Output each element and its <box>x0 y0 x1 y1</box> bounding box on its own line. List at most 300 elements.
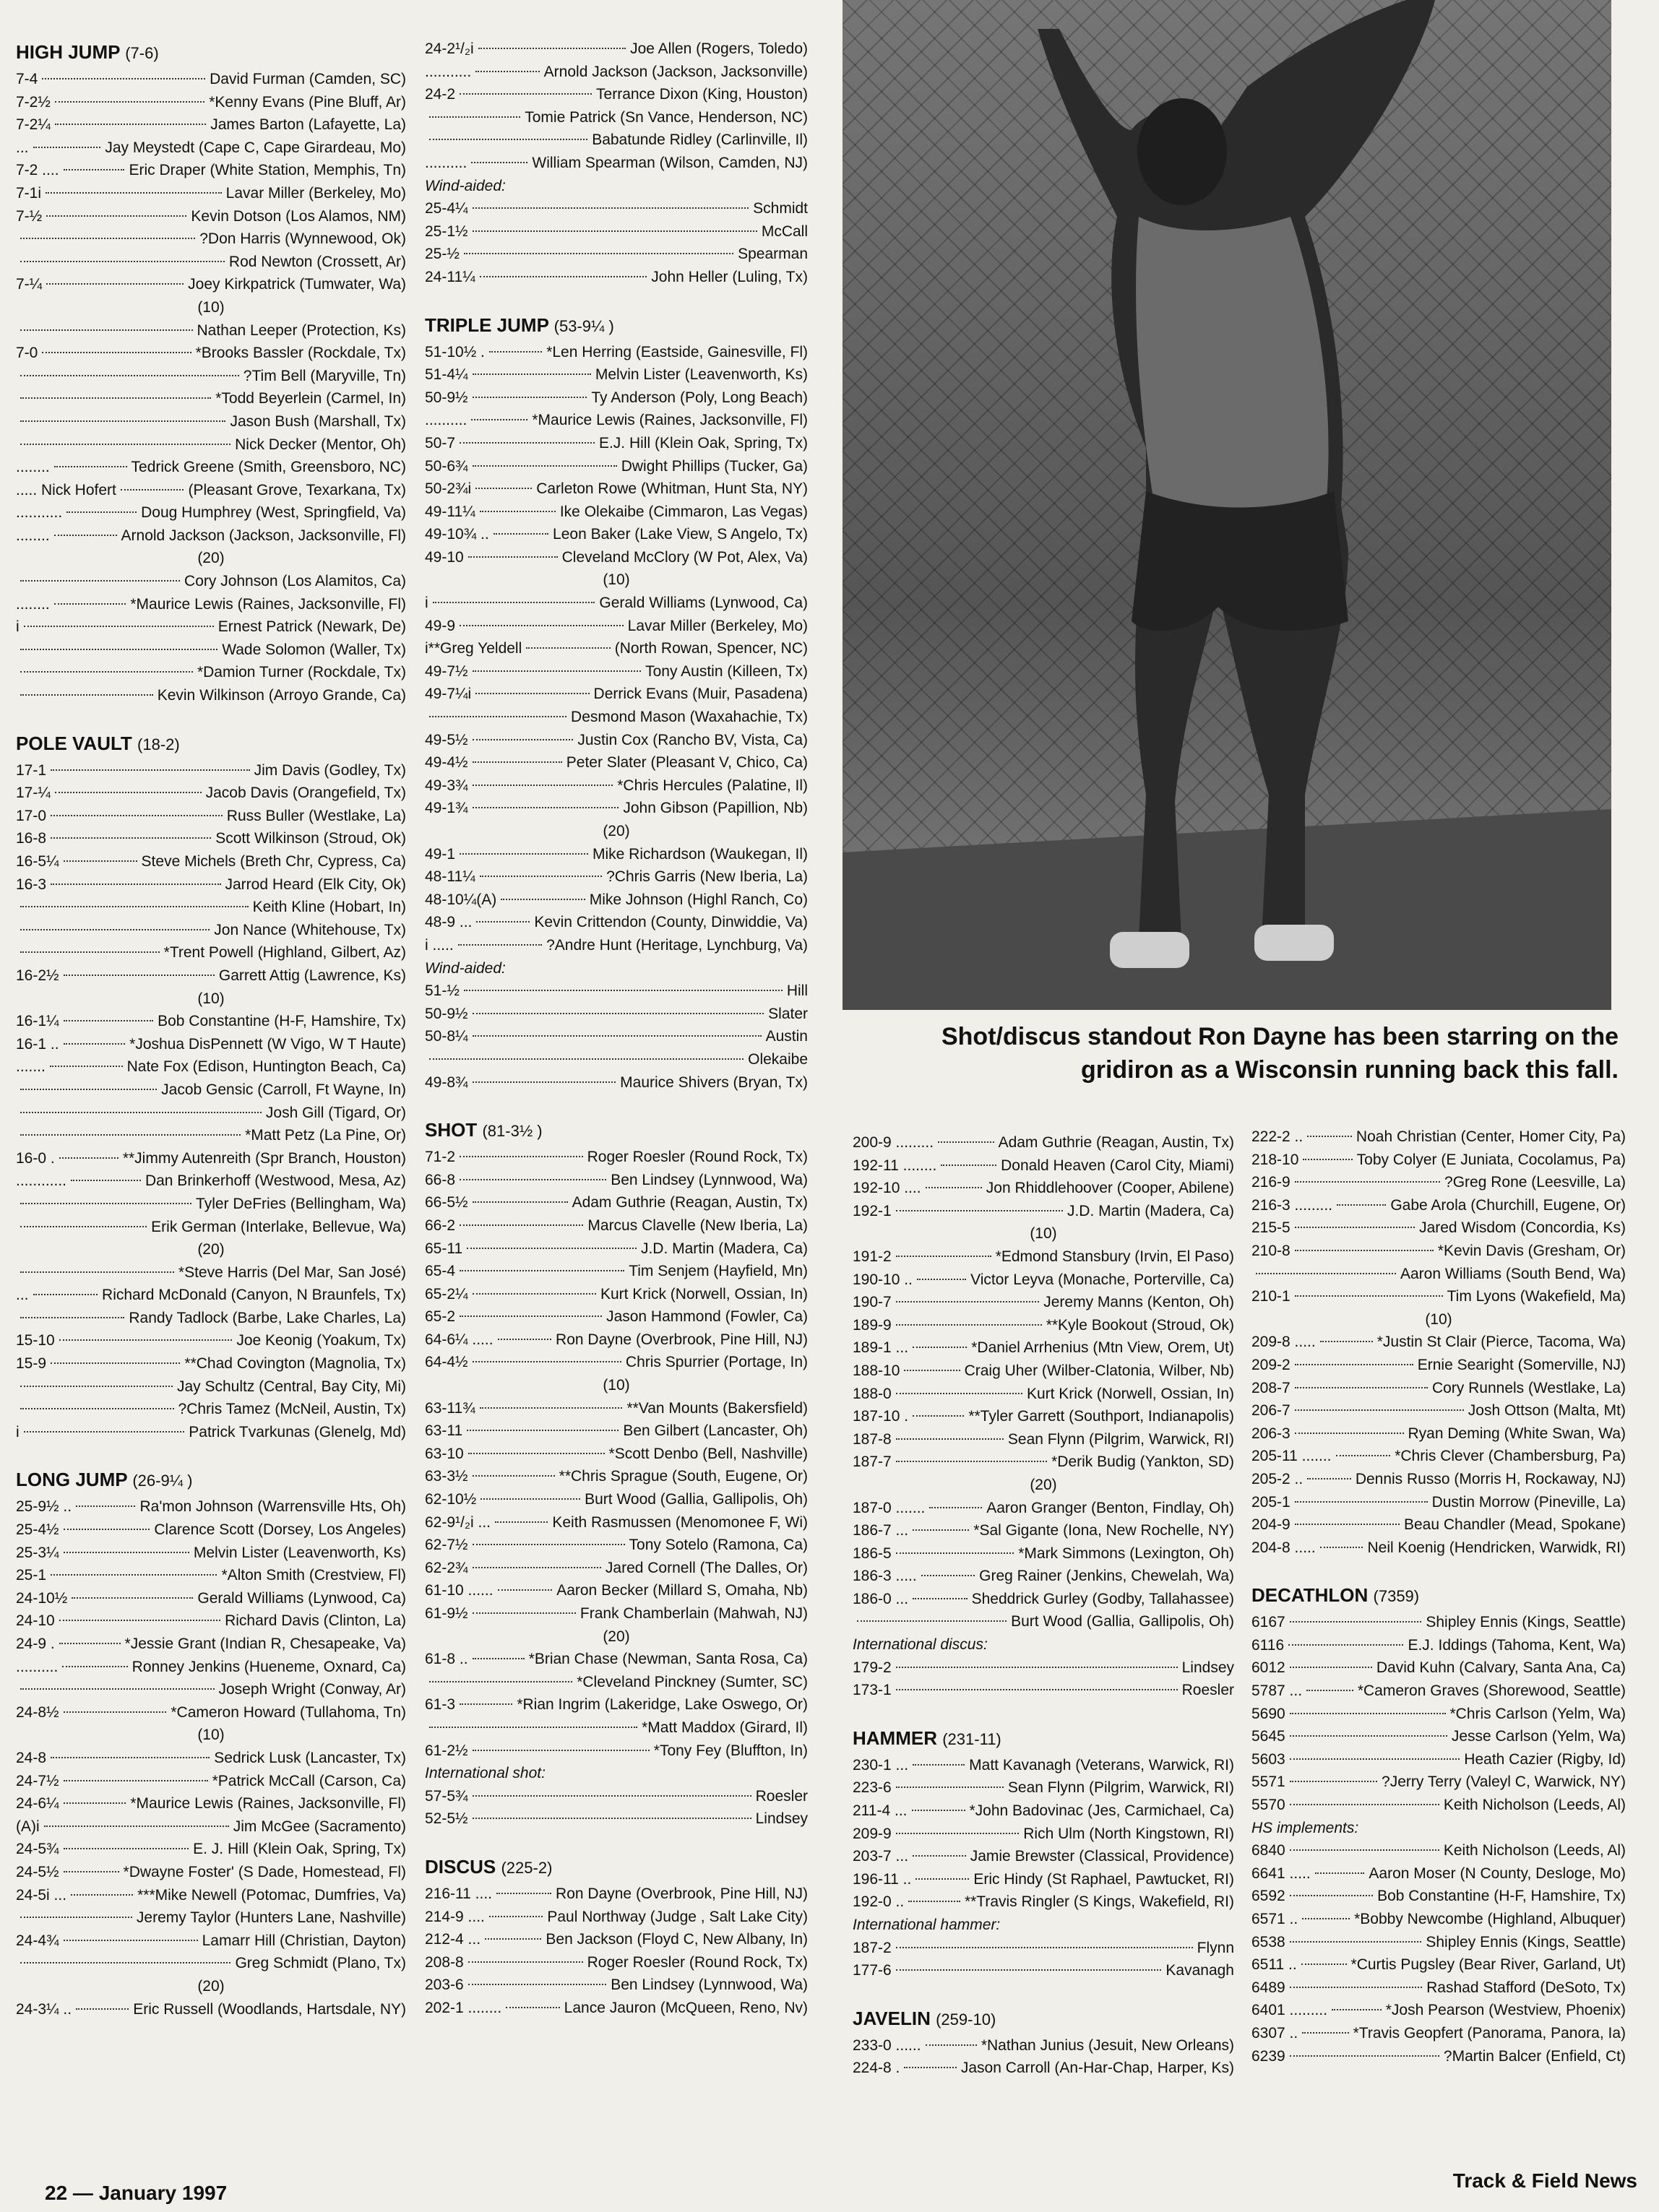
leader-dots <box>1315 1872 1365 1874</box>
leader-dots <box>72 1597 193 1599</box>
athlete: Babatunde Ridley (Carlinville, Il) <box>592 131 808 149</box>
athlete: **Van Mounts (Bakersfield) <box>626 1399 808 1417</box>
result-row <box>425 615 808 638</box>
result-row <box>16 1284 406 1307</box>
athlete: Ra'mon Johnson (Warrensville Hts, Oh) <box>139 1498 406 1516</box>
result-row <box>853 1497 1234 1520</box>
leader-dots <box>1295 1524 1400 1525</box>
result-row <box>425 220 808 243</box>
event-section <box>1251 1581 1626 2068</box>
mark: 188-10 <box>853 1362 900 1379</box>
mark: 48-9 ... <box>425 914 473 931</box>
athlete: Clarence Scott (Dorsey, Los Angeles) <box>154 1521 406 1539</box>
athlete: Aaron Becker (Millard S, Omaha, Nb) <box>556 1582 808 1599</box>
athlete: Sedrick Lusk (Lancaster, Tx) <box>214 1749 406 1766</box>
result-row <box>425 1693 808 1716</box>
mark: 24-5¾ <box>16 1841 59 1858</box>
leader-dots <box>473 1035 762 1037</box>
result-row <box>853 1291 1234 1314</box>
leader-dots <box>51 769 250 771</box>
athlete: Kurt Krick (Norwell, Ossian, In) <box>1026 1385 1234 1402</box>
leader-dots <box>896 1833 1020 1834</box>
event-record: (53-9¼ ) <box>553 316 614 335</box>
mark: 49-3¾ <box>425 777 468 794</box>
result-row <box>425 1329 808 1352</box>
mark: 6489 <box>1251 1979 1285 1996</box>
leader-dots <box>54 535 117 536</box>
athlete: Jason Carroll (An-Har-Chap, Harper, Ks) <box>960 2060 1234 2077</box>
result-row <box>425 1602 808 1625</box>
mark: 187-8 <box>853 1430 892 1448</box>
result-row <box>425 1283 808 1306</box>
mark: 200-9 ......... <box>853 1134 934 1151</box>
mark: 62-10½ <box>425 1491 477 1508</box>
leader-dots <box>464 253 733 254</box>
leader-dots <box>473 397 587 398</box>
result-row <box>16 205 406 228</box>
mark: 24-10½ <box>16 1589 68 1607</box>
leader-dots <box>46 215 186 217</box>
result-row <box>425 38 808 61</box>
leader-dots <box>20 397 211 399</box>
athlete: Aaron Granger (Benton, Findlay, Oh) <box>986 1499 1234 1516</box>
leader-dots <box>46 192 222 194</box>
leader-dots <box>51 1757 210 1758</box>
result-row <box>425 1146 808 1169</box>
mark: 6116 <box>1251 1636 1285 1654</box>
leader-dots <box>1307 1478 1351 1479</box>
mark: 208-8 <box>425 1953 464 1971</box>
athlete: Jarrod Heard (Elk City, Ok) <box>225 876 406 893</box>
athlete: Randy Tadlock (Barbe, Lake Charles, La) <box>129 1309 406 1326</box>
result-row <box>16 615 406 639</box>
result-row <box>16 570 406 593</box>
athlete: Schmidt <box>753 200 808 217</box>
result-row <box>425 1025 808 1048</box>
athlete: **Chad Covington (Magnolia, Tx) <box>184 1355 406 1373</box>
result-row <box>853 1845 1234 1868</box>
athlete: *Tony Fey (Bluffton, In) <box>653 1742 808 1759</box>
mark: 49-7¼i <box>425 686 472 703</box>
athlete: Eric Draper (White Station, Memphis, Tn) <box>129 162 406 179</box>
mark: 205-2 .. <box>1251 1470 1304 1487</box>
mark: 233-0 ...... <box>853 2036 921 2054</box>
leader-dots <box>429 139 587 140</box>
leader-dots <box>480 511 556 512</box>
mark: 50-7 <box>425 434 456 452</box>
leader-dots <box>473 207 749 209</box>
result-row <box>16 1861 406 1884</box>
athlete: Kevin Wilkinson (Arroyo Grande, Ca) <box>157 687 406 704</box>
result-row <box>853 1656 1234 1680</box>
mark: i**Greg Yeldell <box>425 640 522 657</box>
mark: ....... <box>16 1058 46 1076</box>
athlete: *Kevin Davis (Gresham, Or) <box>1437 1242 1626 1259</box>
athlete: Dwight Phillips (Tucker, Ga) <box>621 457 808 475</box>
column-1 <box>16 38 406 2021</box>
mark: 17-0 <box>16 807 47 824</box>
result-row <box>853 1314 1234 1337</box>
athlete: Arnold Jackson (Jackson, Jacksonville) <box>543 63 808 80</box>
result-row <box>1251 1931 1626 1954</box>
leader-dots <box>926 2044 977 2046</box>
event-section <box>16 38 406 707</box>
result-row <box>16 1678 406 1701</box>
athlete: Toby Colyer (E Juniata, Cocolamus, Pa) <box>1356 1151 1626 1168</box>
mark: 186-3 ..... <box>853 1568 917 1585</box>
result-row <box>16 1656 406 1679</box>
result-row <box>425 1511 808 1534</box>
athlete: Kevin Crittendon (County, Dinwiddie, Va) <box>534 914 808 931</box>
result-row <box>16 365 406 388</box>
leader-dots <box>64 1043 126 1045</box>
mark: 6641 ..... <box>1251 1865 1311 1882</box>
athlete: *Travis Geopfert (Panorama, Panora, Ia) <box>1353 2024 1626 2042</box>
mark: 61-8 .. <box>425 1651 468 1668</box>
result-row <box>425 1648 808 1671</box>
leader-dots <box>64 975 215 976</box>
result-row <box>16 1838 406 1861</box>
mark: 5570 <box>1251 1797 1285 1814</box>
result-row <box>16 1747 406 1770</box>
athlete: John Heller (Luling, Tx) <box>651 268 808 285</box>
result-row <box>1251 1445 1626 1468</box>
result-row <box>16 1055 406 1079</box>
athlete: Shipley Ennis (Kings, Seattle) <box>1426 1933 1626 1950</box>
mark: 24-4¾ <box>16 1932 59 1949</box>
mark: 49-1 <box>425 845 456 863</box>
result-row <box>16 387 406 410</box>
mark: 64-6¼ ..... <box>425 1331 494 1348</box>
mark: 216-11 .... <box>425 1885 493 1902</box>
result-row <box>1251 1953 1626 1976</box>
event-record: (26-9¼ ) <box>132 1472 193 1490</box>
mark: 63-10 <box>425 1445 464 1462</box>
result-row <box>16 182 406 205</box>
athlete: Lavar Miller (Berkeley, Mo) <box>225 184 406 202</box>
mark: 16-5¼ <box>16 853 59 870</box>
result-row <box>16 228 406 251</box>
mark: 25-9½ .. <box>16 1498 72 1516</box>
athlete: Dan Brinkerhoff (Westwood, Mesa, Az) <box>145 1172 406 1190</box>
leader-dots <box>473 1612 576 1614</box>
mark: 52-5½ <box>425 1810 468 1828</box>
result-row <box>16 850 406 873</box>
leader-dots <box>475 693 589 694</box>
mark: 50-9½ <box>425 389 468 406</box>
subsection-label: International shot: <box>425 1765 546 1782</box>
event-title: HAMMER <box>853 1727 937 1749</box>
athlete: *Len Herring (Eastside, Gainesville, Fl) <box>546 343 808 360</box>
athlete: Justin Cox (Rancho BV, Vista, Ca) <box>577 731 808 748</box>
leader-dots <box>20 1688 215 1690</box>
result-row <box>853 1754 1234 1777</box>
result-row <box>1251 1331 1626 1354</box>
athlete: Richard Davis (Clinton, La) <box>225 1612 406 1630</box>
athlete: **Tyler Garrett (Southport, Indianapolis) <box>968 1408 1234 1425</box>
mark: 49-9 <box>425 617 456 634</box>
athlete: E.J. Hill (Klein Oak, Spring, Tx) <box>598 434 808 452</box>
athlete: *Chris Clever (Chambersburg, Pa) <box>1395 1448 1626 1465</box>
athlete: Burt Wood (Gallia, Gallipolis, Oh) <box>1011 1613 1234 1630</box>
result-row <box>853 1959 1234 1982</box>
result-row <box>425 1785 808 1808</box>
leader-dots <box>20 1271 174 1273</box>
mark: 7-¼ <box>16 276 43 293</box>
result-row <box>425 911 808 934</box>
mark: 25-1½ <box>425 223 468 240</box>
event-title: HIGH JUMP <box>16 41 120 63</box>
athlete: Cory Johnson (Los Alamitos, Ca) <box>184 573 406 590</box>
leader-dots <box>429 116 520 118</box>
result-row <box>425 1997 808 2020</box>
leader-dots <box>64 1552 189 1553</box>
leader-dots <box>20 238 195 239</box>
mark: 51-4¼ <box>425 366 468 384</box>
leader-dots <box>64 1711 167 1713</box>
mark: 24-3¼ .. <box>16 2000 72 2018</box>
mark: 16-0 . <box>16 1149 55 1167</box>
leader-dots <box>1295 1409 1464 1411</box>
result-row <box>16 941 406 964</box>
mark: ........... <box>16 504 63 522</box>
athlete: *Mark Simmons (Lexington, Oh) <box>1018 1544 1234 1562</box>
mark: 206-7 <box>1251 1402 1290 1420</box>
result-row <box>16 1147 406 1170</box>
result-row <box>425 197 808 220</box>
event-section <box>853 1131 1234 1702</box>
result-row <box>16 1495 406 1518</box>
mark: 190-10 .. <box>853 1271 913 1288</box>
result-row <box>16 1352 406 1375</box>
mark: 209-8 ..... <box>1251 1334 1316 1351</box>
mark: 6571 .. <box>1251 1911 1298 1927</box>
result-row <box>425 1465 808 1488</box>
result-row <box>425 1488 808 1511</box>
athlete: Ernie Searight (Somerville, NJ) <box>1417 1356 1626 1373</box>
result-row <box>425 341 808 364</box>
mark: .......... <box>16 1658 59 1675</box>
mark: 48-11¼ <box>425 868 475 886</box>
leader-dots <box>473 373 591 375</box>
result-row <box>425 592 808 615</box>
athlete: Burt Wood (Gallia, Gallipolis, Oh) <box>585 1491 808 1508</box>
mark: 188-0 <box>853 1385 892 1402</box>
mark: 203-7 ... <box>853 1848 909 1865</box>
athlete: Lance Jauron (McQueen, Reno, Nv) <box>564 1999 808 2016</box>
mark: 66-8 <box>425 1171 456 1188</box>
athlete: Cory Runnels (Westlake, La) <box>1431 1379 1626 1396</box>
result-row <box>425 1974 808 1997</box>
mark: 5787 ... <box>1251 1682 1303 1700</box>
mark: 214-9 .... <box>425 1908 485 1925</box>
mark: (A)i <box>16 1818 40 1835</box>
leader-dots <box>896 1552 1014 1554</box>
leader-dots <box>20 1917 132 1918</box>
athlete: Tim Lyons (Wakefield, Ma) <box>1447 1288 1626 1305</box>
mark: 6239 <box>1251 2047 1285 2065</box>
result-row <box>16 1193 406 1216</box>
leader-dots <box>926 1187 982 1188</box>
leader-dots <box>473 1750 650 1751</box>
athlete: Noah Christian (Center, Homer City, Pa) <box>1356 1128 1626 1145</box>
result-row <box>853 1823 1234 1846</box>
leader-dots <box>468 556 558 558</box>
athlete: Jay Schultz (Central, Bay City, Mi) <box>176 1378 406 1395</box>
mark: 25-3¼ <box>16 1544 59 1561</box>
result-row <box>16 661 406 684</box>
leader-dots <box>42 78 205 79</box>
mark: 50-2¾i <box>425 480 472 498</box>
result-row <box>425 1169 808 1192</box>
mark: 187-7 <box>853 1453 892 1471</box>
result-row <box>1251 1263 1626 1286</box>
leader-dots <box>485 1938 541 1940</box>
mark: 24-5i ... <box>16 1886 67 1904</box>
result-row <box>425 729 808 752</box>
leader-dots <box>460 853 588 855</box>
athlete: J.D. Martin (Madera, Ca) <box>1066 1202 1234 1219</box>
mark: ... <box>16 139 29 156</box>
event-title: SHOT <box>425 1119 478 1141</box>
mark: 25-½ <box>425 246 460 263</box>
leader-dots <box>468 1961 583 1963</box>
athlete: Greg Rainer (Jenkins, Chewelah, Wa) <box>979 1568 1234 1585</box>
leader-dots <box>54 603 126 605</box>
mark: 25-4¼ <box>425 200 468 217</box>
leader-dots <box>59 1620 220 1621</box>
mark: 209-2 <box>1251 1356 1290 1373</box>
athlete-photo-illustration <box>843 0 1611 1010</box>
result-row <box>1251 1999 1626 2022</box>
mark: 16-3 <box>16 876 47 893</box>
leader-dots <box>1295 1250 1434 1251</box>
mark: 7-2¼ <box>16 116 51 134</box>
result-row <box>853 1800 1234 1823</box>
athlete: Josh Gill (Tigard, Or) <box>265 1104 406 1121</box>
mark: 24-10 <box>16 1612 55 1630</box>
leader-dots <box>20 1203 191 1204</box>
athlete: *Scott Denbo (Bell, Nashville) <box>608 1445 808 1462</box>
mark: i <box>16 618 20 636</box>
leader-dots <box>51 1574 217 1576</box>
result-row <box>16 524 406 548</box>
athlete: John Gibson (Papillion, Nb) <box>623 800 808 817</box>
mark: .......... <box>425 412 467 429</box>
leader-dots <box>66 511 137 513</box>
mark: i <box>425 595 428 612</box>
leader-dots <box>51 815 223 816</box>
result-row <box>425 889 808 912</box>
result-row <box>16 805 406 828</box>
result-row <box>425 1557 808 1580</box>
result-row <box>16 1261 406 1284</box>
result-row <box>16 1610 406 1633</box>
mark: 6511 .. <box>1251 1956 1297 1974</box>
result-row <box>16 1375 406 1399</box>
leader-dots <box>896 1438 1004 1440</box>
athlete: (Pleasant Grove, Texarkana, Tx) <box>188 481 406 498</box>
result-row <box>1251 1468 1626 1491</box>
leader-dots <box>460 1315 602 1317</box>
result-row <box>1251 1771 1626 1794</box>
result-row <box>853 1776 1234 1800</box>
leader-dots <box>20 1112 262 1113</box>
leader-dots <box>460 1270 624 1271</box>
athlete: Adam Guthrie (Reagan, Austin, Tx) <box>998 1134 1234 1151</box>
event-section <box>853 2004 1234 2080</box>
result-row <box>425 660 808 683</box>
leader-dots <box>1290 1781 1377 1782</box>
result-row <box>425 797 808 820</box>
result-row <box>16 1216 406 1239</box>
leader-dots <box>1337 1204 1386 1206</box>
leader-dots <box>473 1544 625 1545</box>
result-row <box>425 1443 808 1466</box>
result-row <box>1251 1862 1626 1885</box>
athlete: Tim Senjem (Hayfield, Mn) <box>629 1263 808 1280</box>
athlete: Lindsey <box>755 1810 808 1828</box>
athlete: David Kuhn (Calvary, Santa Ana, Ca) <box>1376 1659 1626 1677</box>
result-row <box>1251 1611 1626 1634</box>
athlete: Nate Fox (Edison, Huntington Beach, Ca) <box>126 1058 406 1076</box>
leader-dots <box>481 1498 580 1500</box>
athlete: Scott Wilkinson (Stroud, Ok) <box>215 830 406 847</box>
athlete: ?Chris Garris (New Iberia, La) <box>606 868 808 886</box>
rank-marker: (20) <box>603 823 630 839</box>
leader-dots <box>473 761 562 763</box>
leader-dots <box>473 739 574 740</box>
leader-dots <box>476 921 530 923</box>
leader-dots <box>464 990 783 991</box>
athlete: Jim Davis (Godley, Tx) <box>254 761 406 779</box>
rank-marker: (20) <box>197 550 225 567</box>
leader-dots <box>896 1689 1178 1690</box>
result-row <box>853 1565 1234 1588</box>
leader-dots <box>473 1013 764 1014</box>
leader-dots <box>64 1940 198 1941</box>
athlete: *Kenny Evans (Pine Bluff, Ar) <box>209 93 406 111</box>
leader-dots <box>896 1787 1004 1788</box>
result-row <box>425 980 808 1003</box>
leader-dots <box>460 442 595 444</box>
athlete: *Cameron Graves (Shorewood, Seattle) <box>1357 1682 1626 1700</box>
leader-dots <box>1307 1136 1352 1137</box>
result-row <box>425 386 808 410</box>
mark: 24-8 <box>16 1749 47 1766</box>
mark: 192-1 <box>853 1202 892 1219</box>
mark: 186-0 ... <box>853 1590 909 1607</box>
leader-dots <box>76 2008 129 2010</box>
leader-dots <box>480 1407 623 1409</box>
leader-dots <box>1295 1295 1443 1297</box>
athlete: Jared Cornell (The Dalles, Or) <box>605 1559 808 1576</box>
mark: 196-11 .. <box>853 1870 912 1888</box>
athlete: Terrance Dixon (King, Houston) <box>596 86 808 103</box>
leader-dots <box>938 1141 994 1143</box>
result-row <box>1251 1748 1626 1771</box>
result-row <box>16 1307 406 1330</box>
leader-dots <box>64 1848 189 1849</box>
result-row <box>16 1587 406 1610</box>
result-row <box>16 501 406 524</box>
leader-dots <box>468 1453 605 1454</box>
mark: 66-5½ <box>425 1194 468 1211</box>
athlete: Hill <box>786 982 808 1000</box>
athlete: *Damion Turner (Rockdale, Tx) <box>197 664 406 681</box>
mark: 57-5¾ <box>425 1787 468 1805</box>
result-row <box>16 1770 406 1793</box>
